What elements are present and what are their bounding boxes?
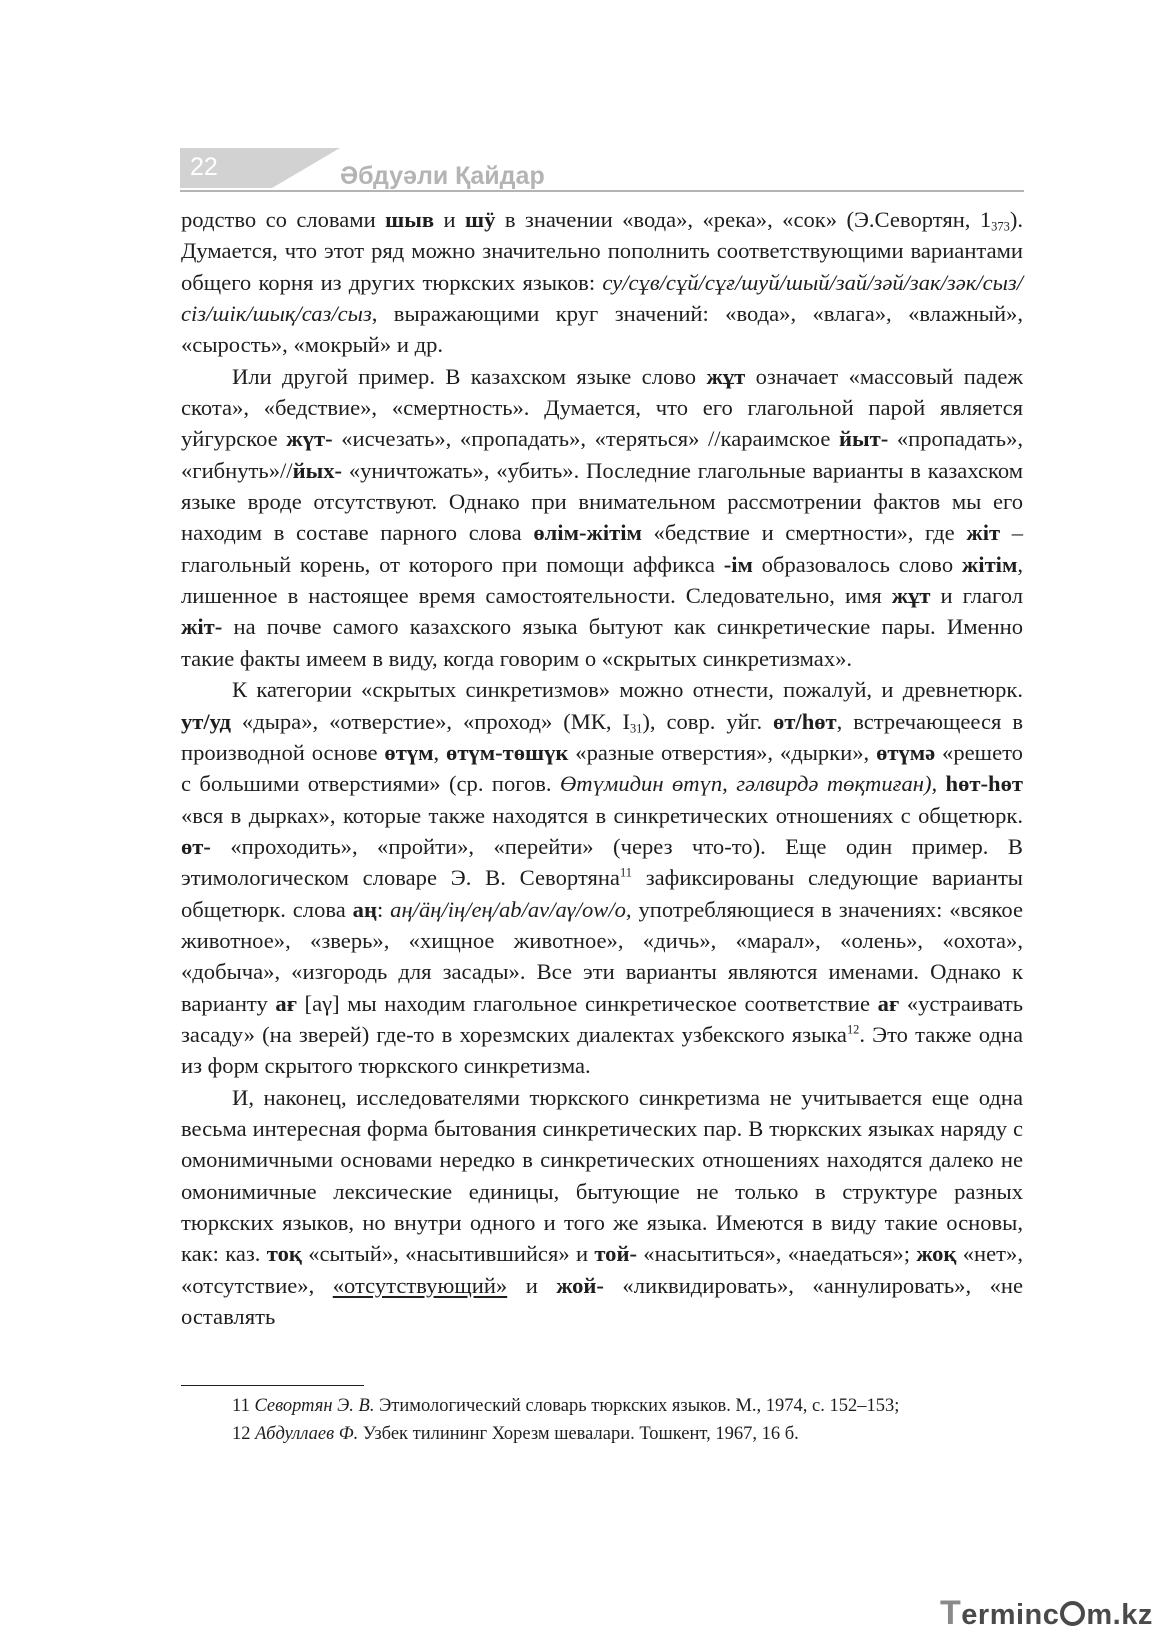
footnote-12: 12 Абдуллаев Ф. Узбек тилининг Хорезм шевалари. Тошкент, 1967, 16 б. [232, 1424, 799, 1444]
footnotes [232, 1392, 1022, 1448]
footnote-ref-12: 12 [846, 1022, 860, 1037]
paragraph-1: родство со словами шыв и шӱ в значении «вода», «река», «сок» (Э.Севортян, $1_{373}$). Думается, что этот ряд можно значительно пополнить соответствующими вариантами общего корня из других тюркских языков: су/сұв/сұй/сұғ/шуй/шый/зай/зәй/зак/зәк/сыз/сіз/шік/шық/саз/сыз, выражающими круг значений: «вода», «влага», «влажный», «сырость», «мокрый» и др. [181, 207, 1023, 358]
main-text [181, 204, 1023, 1332]
paragraph-3: К категории «скрытых синкретизмов» можно отнести, пожалуй, и древнетюрк. ут/уд «дыра», «отверстие», «проход» (МК, $I_{31}$), совр. уйг. өт/һөт, встречающееся в производной основе өтүм, өтүм-төшүк «разные отверстия», «дырки», өтүмә «решето с большими отверстиями» (ср. погов. Өтүмидин өтүп, гәлвирдә төқтиған), һөт-һөт «вся в дырках», которые также находятся в синкретических отношениях с общетюрк. өт- «проходить», «пройти», «перейти» (через что-то). Еще один пример. В этимологическом словаре Э. В. Севортяна$^{11}$ зафиксированы следующие варианты общетюрк. слова аң: аң/äң/ің/еӊ/ab/av/aγ/ow/o, употребляющиеся в значениях: «всякое животное», «зверь», «хищное животное», «дичь», «марал», «олень», «охота», «добыча», «изгородь для засады». Все эти варианты являются именами. Однако к варианту ағ [aγ] мы находим глагольное синкретическое соответствие ағ «устраивать засаду» (на зверей) где-то в хорезмских диалектах узбекского языка$^{12}$. Это также одна из форм скрытого тюркского синкретизма. [181, 677, 1023, 1079]
paragraph-4: И, наконец, исследователями тюркского синкретизма не учитывается еще одна весьма интересная форма бытования синкретических пар. В тюркских языках наряду с омонимичными основами нередко в синкретических отношениях находятся далеко не омонимичные лексические единицы, бытующие не только в структуре разных тюркских языков, но внутри одного и того же языка. Имеются в виду такие основы, как: каз. тоқ «сытый», «насытившийся» и той- «насытиться», «наедаться»; жоқ «нет», «отсутствие», «отсутствующий» и жой- «ликвидировать», «аннулировать», «не оставлять [181, 1084, 1023, 1330]
footnote-rule [181, 1385, 364, 1386]
footnote-ref-11: 11 [619, 865, 632, 880]
footnote-11: 11 Севортян Э. В. Этимологический словарь тюркских языков. М., 1974, с. 152–153; [232, 1396, 900, 1416]
paragraph-2: Или другой пример. В казахском языке слово жұт означает «массовый падеж скота», «бедствие», «смертность». Думается, что его глагольной парой является уйгурское жүт- «исчезать», «пропадать», «теряться» //караимское йыт- «пропадать», «гибнуть»//йых- «уничтожать», «убить». Последние глагольные варианты в казахском языке вроде отсутствуют. Однако при внимательном рассмотрении фактов мы его находим в составе парного слова өлім-жітім «бедствие и смертности», где жіт – глагольный корень, от которого при помощи аффикса -ім образовалось слово жітім, лишенное в настоящее время самостоятельности. Следовательно, имя жұт и глагол жіт- на почве самого казахского языка бытуют как синкретические пары. Именно такие факты имеем в виду, когда говорим о «скрытых синкретизмах». [181, 363, 1024, 671]
logo-o-ring [1060, 1601, 1085, 1626]
termincom-logo: Terminc m.kz [940, 1594, 1153, 1632]
page-number: 22 [190, 153, 218, 181]
running-author: Әбдуәли Қайдар [340, 162, 545, 190]
header-rule [180, 190, 1024, 192]
page-number-tab-wedge [272, 148, 340, 188]
running-header [180, 148, 1024, 194]
